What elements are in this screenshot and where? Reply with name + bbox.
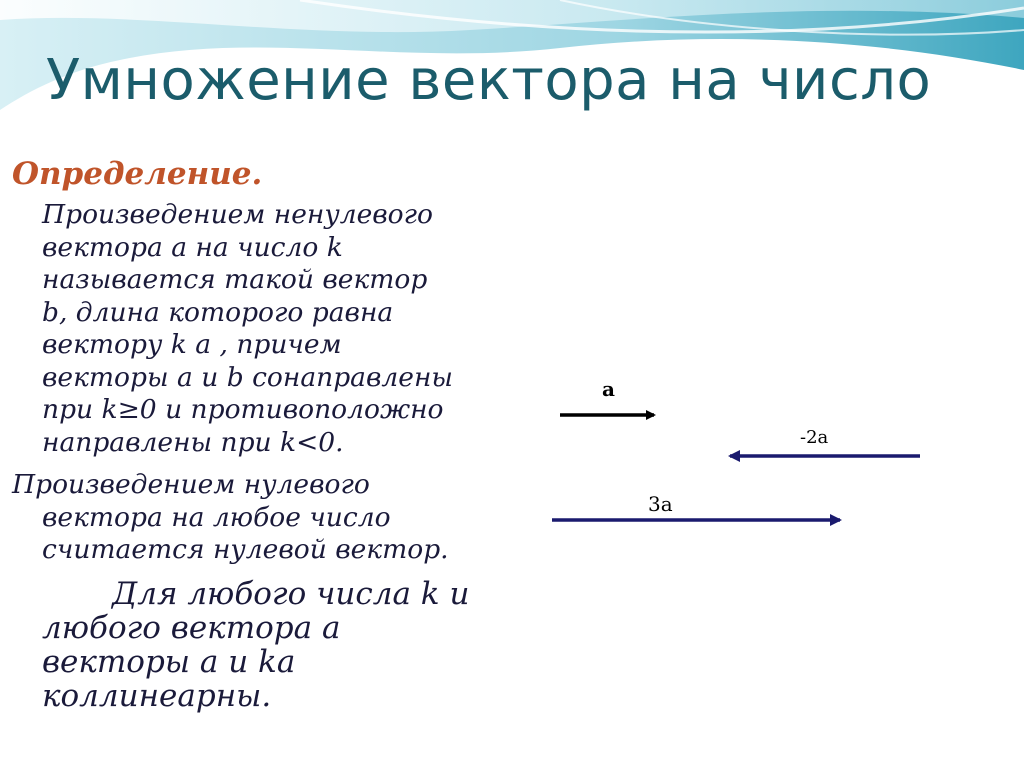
text-line: вектора на любое число — [42, 501, 391, 533]
vector-3a — [552, 492, 840, 520]
text-line: вектору k a , причем — [42, 329, 342, 360]
text-line: b, длина которого равна — [42, 296, 394, 328]
vector-a — [560, 377, 654, 415]
text-line: Произведением ненулевого — [42, 199, 433, 230]
text-line: называется такой вектор — [42, 264, 428, 295]
slide-title: Умножение вектора на число — [46, 48, 932, 113]
text-line: вектора a на число k — [42, 231, 343, 263]
vector-minus-2a — [730, 427, 920, 456]
text-line: любого вектора a — [42, 610, 341, 646]
text-line: при k≥0 и противоположно — [42, 394, 444, 425]
text-line: Произведением нулевого — [12, 469, 370, 500]
vector-diagram — [540, 370, 960, 540]
vector-label: -2a — [800, 427, 829, 448]
definition-heading: Определение. — [12, 156, 263, 192]
text-line: векторы a и ka — [42, 644, 296, 680]
text-line: направлены при k<0. — [42, 426, 344, 458]
zero-vector-paragraph — [12, 469, 512, 567]
text-line: векторы a и b сонаправлены — [42, 361, 453, 393]
collinearity-paragraph — [42, 577, 512, 713]
definition-paragraph — [42, 199, 512, 459]
text-line: считается нулевой вектор. — [42, 534, 449, 565]
vector-label: a — [602, 377, 615, 401]
vector-label: 3a — [648, 492, 673, 516]
text-line: Для любого числа k и — [112, 576, 470, 612]
text-line: коллинеарны. — [42, 678, 272, 714]
